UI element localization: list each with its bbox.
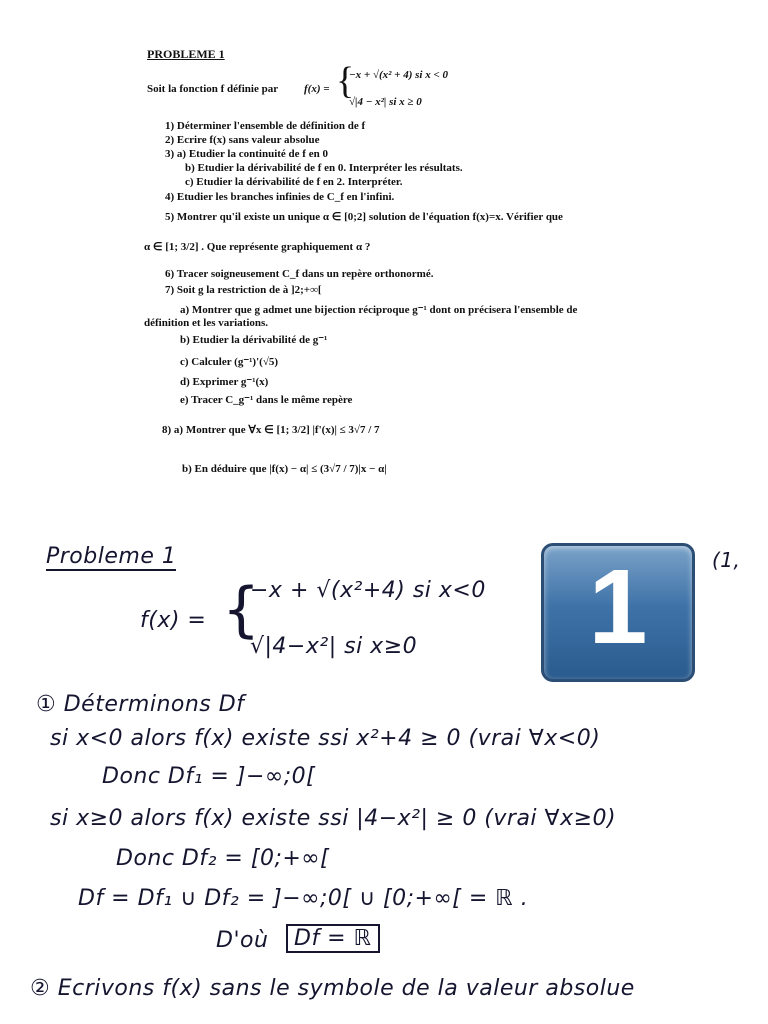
reasoning-line-3: si x≥0 alors f(x) existe ssi |4−x²| ≥ 0 (vrai ∀x≥0) bbox=[50, 806, 617, 831]
question-5a: 5) Montrer qu'il existe un unique α ∈ [0;2] solution de l'équation f(x)=x. Vérifier que bbox=[165, 211, 563, 223]
page-corner-mark: (1, bbox=[712, 548, 741, 572]
question-8a: 8) a) Montrer que ∀x ∈ [1; 3/2] |f'(x)| ≤ 3√7 / 7 bbox=[162, 424, 380, 436]
question-7a-line1: a) Montrer que g admet une bijection réciproque g⁻¹ dont on précisera l'ensemble de bbox=[180, 304, 578, 316]
question-5b: α ∈ [1; 3/2] . Que représente graphiquement α ? bbox=[144, 241, 371, 253]
question-7b: b) Etudier la dérivabilité de g⁻¹ bbox=[180, 334, 328, 346]
question-6: 6) Tracer soigneusement C_f dans un repère orthonormé. bbox=[165, 268, 434, 280]
reasoning-line-5: Df = Df₁ ∪ Df₂ = ]−∞;0[ ∪ [0;+∞[ = ℝ . bbox=[78, 886, 529, 911]
question-7a-line2: définition et les variations. bbox=[144, 317, 269, 329]
question-7e: e) Tracer C_g⁻¹ dans le même repère bbox=[180, 394, 353, 406]
function-label: f(x) = bbox=[304, 83, 330, 95]
function-intro: Soit la fonction f définie par bbox=[147, 83, 279, 95]
handwritten-title: Probleme 1 bbox=[46, 544, 177, 569]
question-7d: d) Exprimer g⁻¹(x) bbox=[180, 376, 269, 388]
step-1-heading: ① Déterminons Df bbox=[36, 692, 245, 717]
reasoning-line-2: Donc Df₁ = ]−∞;0[ bbox=[102, 764, 316, 789]
conclusion-boxed-result: Df = ℝ bbox=[286, 924, 380, 953]
reasoning-line-1: si x<0 alors f(x) existe ssi x²+4 ≥ 0 (vrai ∀x<0) bbox=[50, 726, 601, 751]
conclusion-label: D'où bbox=[216, 928, 269, 953]
handwritten-fx: f(x) = bbox=[140, 608, 207, 633]
piece-positive: √|4 − x²| si x ≥ 0 bbox=[349, 96, 422, 108]
handwritten-brace: { bbox=[222, 575, 261, 645]
badge-number: 1 bbox=[588, 548, 648, 666]
question-4: 4) Etudier les branches infinies de C_f en l'infini. bbox=[165, 191, 395, 203]
question-7: 7) Soit g la restriction de à ]2;+∞[ bbox=[165, 284, 322, 296]
handwritten-solution bbox=[0, 530, 768, 1024]
typed-problem-statement bbox=[0, 0, 768, 500]
question-1: 1) Déterminer l'ensemble de définition de f bbox=[165, 120, 366, 132]
step-2-heading: ② Ecrivons f(x) sans le symbole de la valeur absolue bbox=[30, 976, 635, 1001]
question-3c: c) Etudier la dérivabilité de f en 2. Interpréter. bbox=[185, 176, 403, 188]
handwritten-piece-positive: √|4−x²| si x≥0 bbox=[250, 634, 418, 659]
handwritten-piece-negative: −x + √(x²+4) si x<0 bbox=[250, 578, 486, 603]
question-2: 2) Ecrire f(x) sans valeur absolue bbox=[165, 134, 320, 146]
piece-negative: −x + √(x² + 4) si x < 0 bbox=[349, 69, 448, 81]
piecewise-brace: { bbox=[336, 60, 355, 102]
question-3a: 3) a) Etudier la continuité de f en 0 bbox=[165, 148, 328, 160]
problem-title: PROBLEME 1 bbox=[147, 47, 225, 61]
reasoning-line-4: Donc Df₂ = [0;+∞[ bbox=[116, 846, 330, 871]
question-8b: b) En déduire que |f(x) − α| ≤ (3√7 / 7)|x − α| bbox=[182, 463, 387, 475]
question-7c: c) Calculer (g⁻¹)'(√5) bbox=[180, 356, 279, 368]
question-3b: b) Etudier la dérivabilité de f en 0. Interpréter les résultats. bbox=[185, 162, 463, 174]
